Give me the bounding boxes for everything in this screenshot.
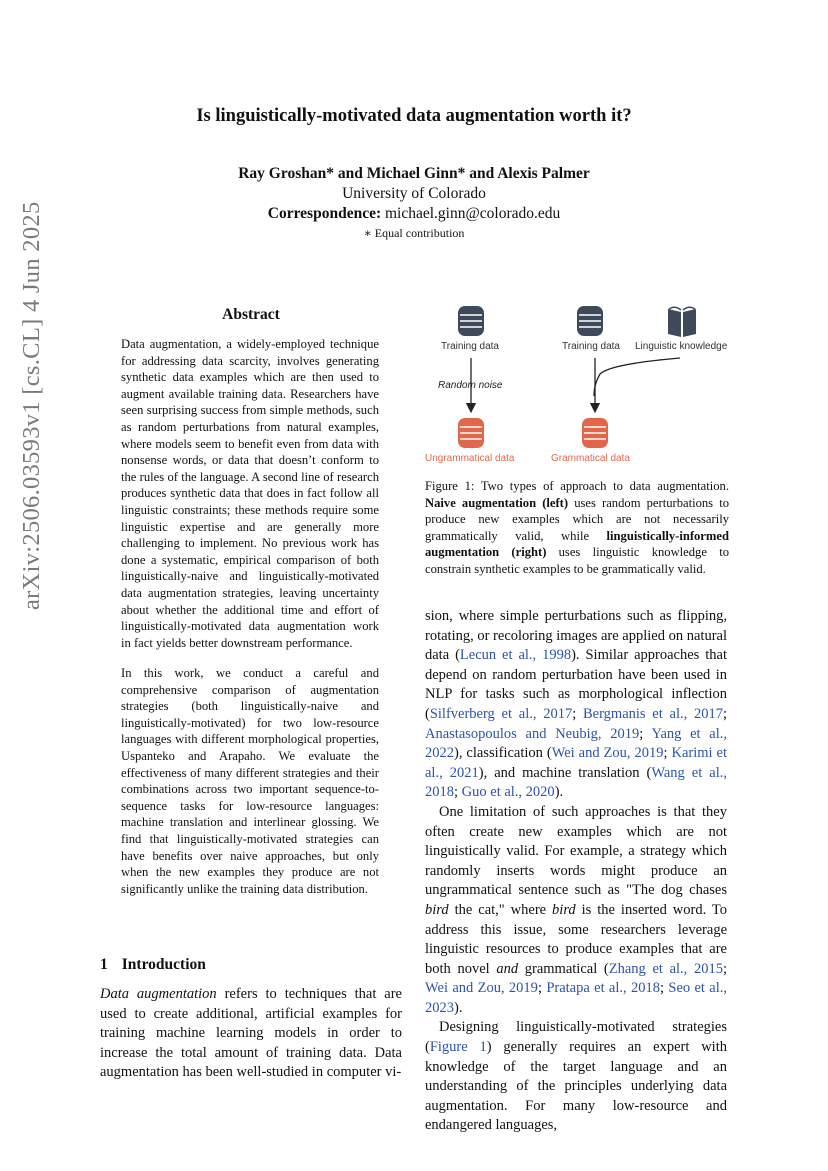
database-icon — [577, 306, 603, 336]
abstract-paragraph-2 — [121, 665, 379, 897]
emphasis-term: Data augmentation — [100, 986, 217, 1002]
arrow-icon — [594, 358, 680, 396]
database-icon — [582, 418, 608, 448]
citation-link[interactable]: Wei and Zou, 2019 — [425, 980, 538, 997]
caption-text: Figure 1: Two types of approach to data augmentation. — [425, 479, 729, 493]
figure-label-grammatical-data: Grammatical data — [551, 453, 630, 464]
citation-link[interactable]: Seo et al., 2023 — [425, 980, 727, 1016]
book-icon — [668, 307, 696, 337]
citation-link[interactable]: Guo et al., 2020 — [461, 784, 555, 801]
abstract-paragraph-1 — [121, 336, 379, 651]
arxiv-identifier: arXiv:2506.03593v1 [cs.CL] 4 Jun 2025 — [18, 201, 45, 610]
figure-label-ungrammatical-data: Ungrammatical data — [425, 453, 515, 464]
database-icon — [458, 418, 484, 448]
section-title: Introduction — [121, 956, 206, 973]
section-heading-introduction — [100, 956, 206, 974]
caption-bold: Naive augmentation (left) — [425, 495, 569, 510]
abstract-text-2: In this work, we conduct a careful and comprehensive comparison of augmentation strategies (both linguistically-naive and linguistically-motivated) for two low-resource languages with different morphological properties, Uspanteko and Arapaho. We evaluate the effectiveness of many different strategies and their combinations across two important sequence-to-sequence tasks for low-resource languages: machine translation and interlinear glossing. We find that linguistically-motivated strategies can have benefits over naive approaches, but only when the new examples they produce are not significantly unlike the training data distribution. — [121, 666, 379, 896]
paragraph-designing: Designing linguistically-motivated strategies (Figure 1) generally requires an expert with knowledge of the target language and an understanding of the principles underlying data augmentation. For many low-resource and endangered languages, — [425, 1019, 727, 1134]
figure-1-caption — [425, 478, 729, 578]
section-number: 1 — [100, 956, 108, 973]
paper-title: Is linguistically-motivated data augmentation worth it? — [196, 106, 632, 126]
figure-label-training-data-left: Training data — [441, 341, 499, 352]
equal-contribution-note: ∗ Equal contribution — [363, 226, 465, 240]
figure-label-random-noise: Random noise — [438, 380, 503, 391]
citation-link[interactable]: Pratapa et al., 2018 — [546, 980, 660, 997]
citation-link[interactable]: Bergmanis et al., 2017 — [583, 705, 723, 722]
right-column-body — [425, 607, 727, 1136]
citation-link[interactable]: Karimi et al., 2021 — [425, 745, 727, 781]
affiliation: University of Colorado — [342, 185, 486, 202]
citation-link[interactable]: Wei and Zou, 2019 — [551, 745, 664, 762]
correspondence — [0, 205, 828, 223]
paragraph-continuation: sion, where simple perturbations such as flipping, rotating, or recoloring images are applied on natural data (Lecun et al., 1998). Similar approaches that depend on random perturbation have been used in NLP for tasks such as morphological inflection (Silfverberg et al., 2017; Bergmanis et al., 2017; Anastasopoulos and Neubig, 2019; Yang et al., 2022), classification (Wei and Zou, 2019; Karimi et al., 2021), and machine translation (Wang et al., 2018; Guo et al., 2020). — [425, 608, 727, 801]
correspondence-email[interactable]: michael.ginn@colorado.edu — [385, 205, 561, 222]
intro-text: refers to techniques that are used to create additional, artificial examples for training machine learning models in order to increase the total amount of training data. Data augmentation has been well-studied in computer vi- — [100, 986, 402, 1081]
abstract-heading: Abstract — [222, 306, 280, 323]
figure-label-linguistic-knowledge: Linguistic knowledge — [635, 341, 728, 352]
correspondence-label: Correspondence: — [267, 205, 382, 222]
caption-text: uses random perturbations to produce new examples which are not necessarily grammatically valid, while — [425, 495, 730, 543]
caption-bold: linguistically-informed augmentation (right) — [425, 528, 729, 560]
author-list: Ray Groshan* and Michael Ginn* and Alexis Palmer — [238, 165, 590, 182]
figure-label-training-data-right: Training data — [562, 341, 620, 352]
citation-link[interactable]: Lecun et al., 1998 — [459, 647, 572, 664]
citation-link[interactable]: Wang et al., 2018 — [425, 764, 727, 801]
caption-text: uses linguistic knowledge to constrain synthetic examples to be grammatically valid. — [425, 545, 729, 576]
intro-paragraph-left — [100, 985, 402, 1083]
database-icon — [458, 306, 484, 336]
citation-link[interactable]: Anastasopoulos and Neubig, 2019 — [425, 725, 640, 742]
abstract-text-1: Data augmentation, a widely-employed technique for addressing data scarcity, involves generating synthetic data examples which are then used to augment available training data. Researchers have seen surprising success from simple methods, such as random perturbations from natural examples, where models seem to benefit even from data with nonsense words, or data that doesn’t conform to the rules of the language. A second line of research produces synthetic data that does in fact follow all linguistic constraints; these methods require some linguistic expertise and are generally more challenging to implement. No previous work has done a systematic, empirical comparison of both linguistically-naive and linguistically-motivated data augmentation strategies, leaving uncertainty about whether the additional time and effort of linguistically-motivated data augmentation work in fact yields better downstream performance. — [121, 337, 379, 650]
citation-link[interactable]: Zhang et al., 2015 — [608, 960, 723, 977]
citation-link[interactable]: Yang et al., 2022 — [425, 725, 727, 762]
paragraph-limitation: One limitation of such approaches is that they often create new examples which are not linguistically valid. For example, a strategy which randomly inserts words might produce an ungrammatical sentence such as "The dog chases bird the cat," where bird is the inserted word. To address this issue, some researchers leverage linguistic resources to produce examples that are both novel and grammatical (Zhang et al., 2015; Wei and Zou, 2019; Pratapa et al., 2018; Seo et al., 2023). — [425, 803, 727, 1016]
citation-link[interactable]: Silfverberg et al., 2017 — [429, 705, 573, 722]
figure-reference-link[interactable]: Figure 1 — [429, 1039, 487, 1056]
